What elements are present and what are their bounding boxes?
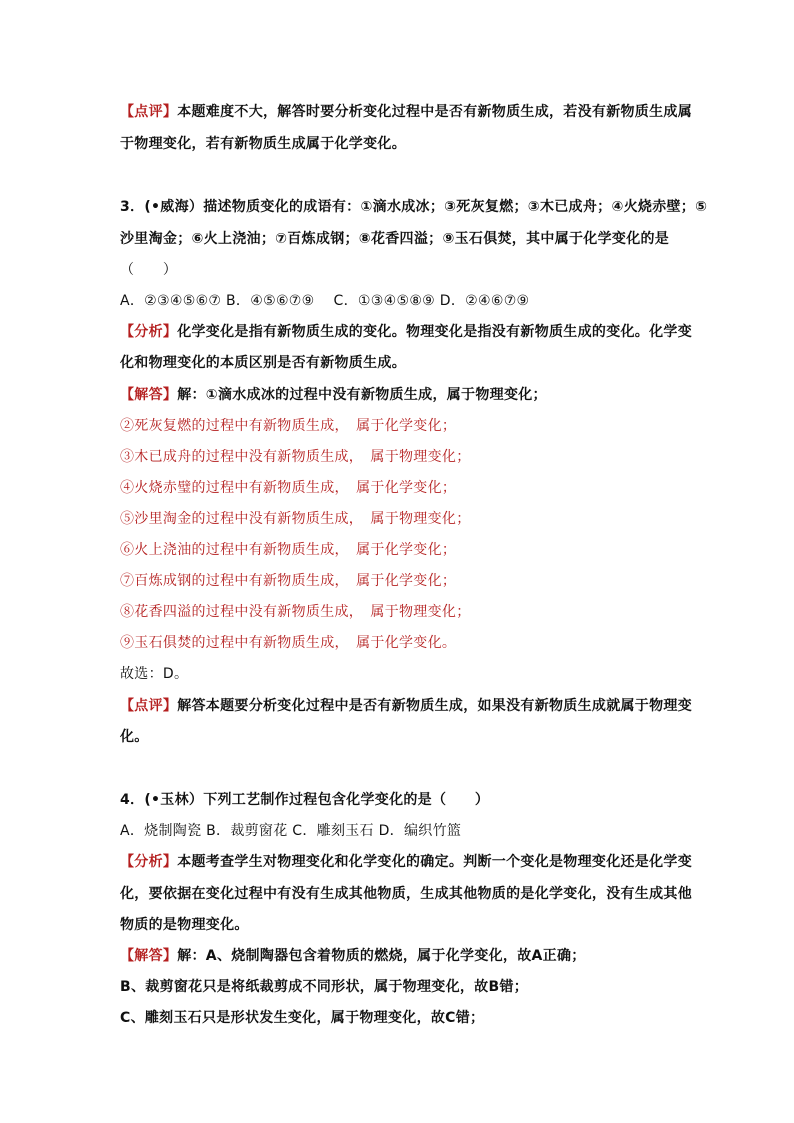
q3-choice: 故选：D。: [120, 666, 189, 682]
q4-answer-line-1: 【解答】解：A、烧制陶器包含着物质的燃烧，属于化学变化，故A正确；: [120, 948, 586, 964]
q3-answer-item-9: ⑨玉石俱焚的过程中有新物质生成， 属于化学变化。: [120, 635, 457, 651]
q4-stem: 4．(•玉林）下列工艺制作过程包含化学变化的是（ ）: [120, 792, 490, 808]
comment-tag: 【点评】: [120, 104, 178, 120]
q3-analysis-line-2: 化和物理变化的本质区别是否有新物质生成。: [120, 355, 406, 371]
q3-comment-line-1: 【点评】解答本题要分析变化过程中是否有新物质生成，如果没有新物质生成就属于物理变: [120, 698, 693, 714]
q3-answer-line-1: 【解答】解：①滴水成冰的过程中没有新物质生成，属于物理变化；: [120, 387, 547, 403]
comment-tag: 【点评】: [120, 698, 178, 714]
q4-answer-line-3: C、雕刻玉石只是形状发生变化，属于物理变化，故C错；: [120, 1010, 485, 1026]
comment-line-2: 于物理变化，若有新物质生成属于化学变化。: [120, 136, 406, 152]
comment-line-1: 【点评】本题难度不大，解答时要分析变化过程中是否有新物质生成，若没有新物质生成属: [120, 104, 693, 120]
q4-answer-line-2: B、裁剪窗花只是将纸裁剪成不同形状，属于物理变化，故B错；: [120, 979, 529, 995]
q3-comment-line-2: 化。: [120, 729, 149, 745]
q3-answer-item-5: ⑤沙里淘金的过程中没有新物质生成， 属于物理变化；: [120, 511, 471, 527]
q3-analysis-line-1: 【分析】化学变化是指有新物质生成的变化。物理变化是指没有新物质生成的变化。化学变: [120, 324, 693, 340]
q3-answer-item-4: ④火烧赤璧的过程中有新物质生成， 属于化学变化；: [120, 480, 457, 496]
q3-answer-item-2: ②死灰复燃的过程中有新物质生成， 属于化学变化；: [120, 418, 457, 434]
q3-answer-item-3: ③木已成舟的过程中没有新物质生成， 属于物理变化；: [120, 449, 471, 465]
analysis-tag: 【分析】: [120, 854, 178, 870]
analysis-tag: 【分析】: [120, 324, 178, 340]
q3-answer-item-7: ⑦百炼成钢的过程中有新物质生成， 属于化学变化；: [120, 573, 457, 589]
q4-options: A．烧制陶瓷 B．裁剪窗花 C．雕刻玉石 D．编织竹篮: [120, 823, 462, 839]
q3-stem-line-2: 沙里淘金；⑥火上浇油；⑦百炼成钢；⑧花香四溢；⑨玉石俱焚，其中属于化学变化的是: [120, 231, 670, 247]
q3-stem-line-1: 3．(•威海）描述物质变化的成语有：①滴水成冰；③死灰复燃；③木已成舟；④火烧赤壁；⑤: [120, 199, 708, 215]
q4-analysis-line-3: 物质的是物理变化。: [120, 917, 249, 933]
q3-answer-item-8: ⑧花香四溢的过程中没有新物质生成， 属于物理变化；: [120, 604, 471, 620]
q3-options: A．②③④⑤⑥⑦ B．④⑤⑥⑦⑨ C．①③④⑤⑧⑨ D．②④⑥⑦⑨: [120, 293, 530, 309]
q3-stem-line-3: （ ）: [120, 262, 178, 278]
answer-tag: 【解答】: [120, 948, 178, 964]
q3-answer-item-6: ⑥火上浇油的过程中有新物质生成， 属于化学变化；: [120, 542, 457, 558]
q4-analysis-line-2: 化，要依据在变化过程中有没有生成其他物质，生成其他物质的是化学变化，没有生成其他: [120, 886, 692, 902]
answer-tag: 【解答】: [120, 387, 178, 403]
q4-analysis-line-1: 【分析】本题考查学生对物理变化和化学变化的确定。判断一个变化是物理变化还是化学变: [120, 854, 693, 870]
